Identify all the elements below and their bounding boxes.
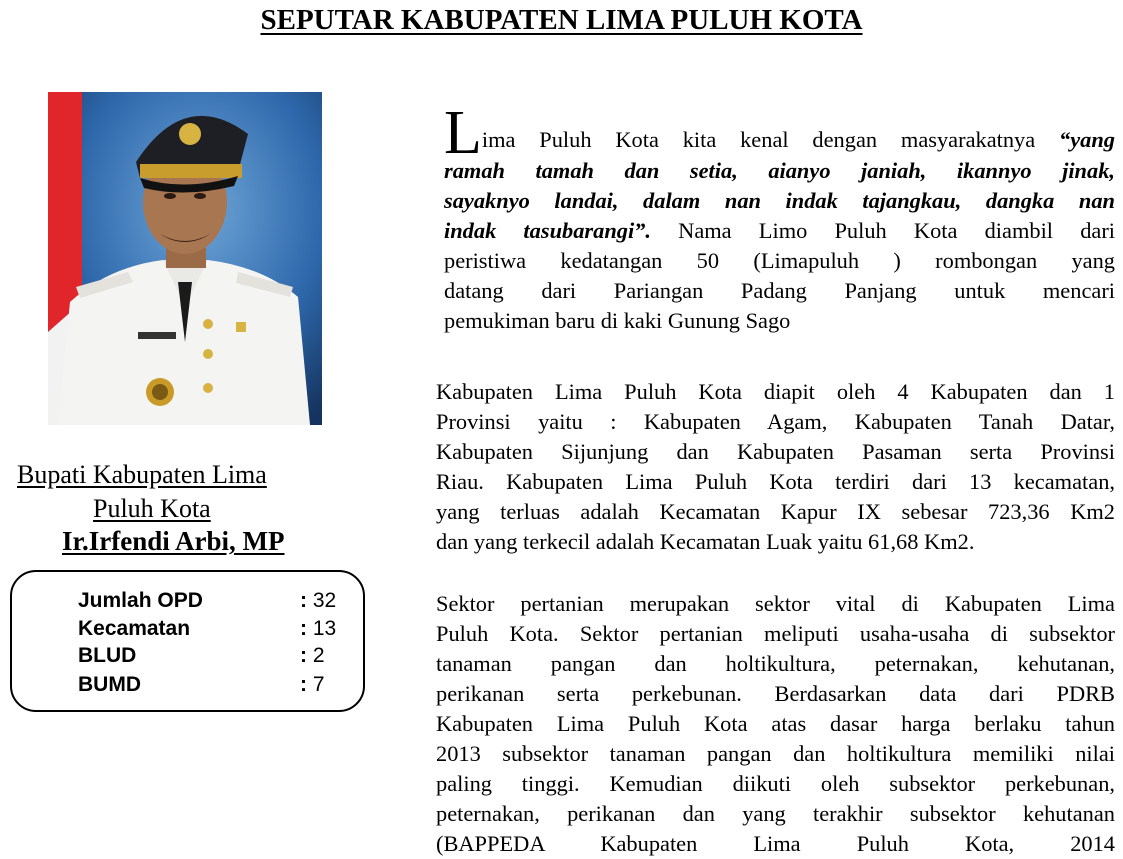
stat-row-bumd [78, 673, 358, 701]
stat-value: : 2 [300, 644, 325, 667]
para-line: Kabupaten Lima Puluh Kota diapit oleh 4 Kabupaten dan 1 [436, 379, 1115, 404]
stat-value: : 13 [300, 617, 337, 640]
para-line: tanaman pangan dan holtikultura, peternakan, kehutanan, [436, 651, 1115, 676]
para-text: ima Puluh Kota kita kenal dengan masyarakatnya [481, 127, 1060, 152]
quote-text: indak tasubarangi”. [444, 218, 651, 243]
para-line [444, 216, 1115, 246]
para-line: Riau. Kabupaten Lima Puluh Kota terdiri dari 13 kecamatan, [436, 469, 1115, 494]
stats-box [10, 570, 365, 712]
para-line: yang terluas adalah Kecamatan Kapur IX sebesar 723,36 Km2 [436, 499, 1115, 524]
para-line: Provinsi yaitu : Kabupaten Agam, Kabupaten Tanah Datar, [436, 409, 1115, 434]
caption-title-line1: Bupati Kabupaten Lima [17, 460, 267, 489]
stat-label: Jumlah OPD [78, 589, 203, 612]
drop-cap: L [444, 99, 482, 167]
para-line: Kabupaten Sijunjung dan Kabupaten Pasaman serta Provinsi [436, 439, 1115, 464]
para-text: Nama Limo Puluh Kota diambil dari [650, 218, 1115, 243]
stat-row-opd [78, 589, 358, 617]
stat-label: BUMD [78, 673, 141, 696]
stat-value: : 7 [300, 673, 325, 696]
para-line: datang dari Pariangan Padang Panjang untuk mencari [444, 278, 1115, 303]
regent-name: Ir.Irfendi Arbi, MP [62, 526, 285, 556]
regent-portrait [48, 92, 322, 425]
para-line: dan yang terkecil adalah Kecamatan Luak yaitu 61,68 Km2. [436, 529, 975, 554]
caption-title-line2: Puluh Kota [93, 494, 211, 523]
stat-value: : 32 [300, 589, 337, 612]
quote-line: sayaknyo landai, dalam nan indak tajangkau, dangka nan [444, 188, 1115, 213]
para-line: 2013 subsektor tanaman pangan dan holtikultura memiliki nilai [436, 741, 1115, 766]
para-line: Sektor pertanian merupakan sektor vital di Kabupaten Lima [436, 591, 1115, 616]
stat-row-kecamatan [78, 617, 358, 645]
para-line: peternakan, perikanan dan yang terakhir subsektor kehutanan [436, 801, 1115, 826]
para-line: pemukiman baru di kaki Gunung Sago [444, 308, 791, 333]
para-line: (BAPPEDA Kabupaten Lima Puluh Kota, 2014 [436, 831, 1115, 856]
stat-label: Kecamatan [78, 617, 191, 640]
quote-line: ramah tamah dan setia, aianyo janiah, ikannyo jinak, [444, 158, 1115, 183]
para-line [444, 99, 1115, 167]
para-line: peristiwa kedatangan 50 (Limapuluh ) rombongan yang [444, 248, 1115, 273]
geography-paragraph [436, 377, 1115, 557]
stat-label: BLUD [78, 644, 137, 667]
para-line: Kabupaten Lima Puluh Kota atas dasar harga berlaku tahun [436, 711, 1115, 736]
intro-paragraph [444, 99, 1115, 336]
para-line: perikanan serta perkebunan. Berdasarkan data dari PDRB [436, 681, 1115, 706]
para-line: paling tinggi. Kemudian diikuti oleh subsektor perkebunan, [436, 771, 1115, 796]
stat-row-blud [78, 644, 358, 672]
agriculture-paragraph [436, 589, 1115, 859]
page-title: SEPUTAR KABUPATEN LIMA PULUH KOTA [260, 4, 863, 36]
quote-text: “yang [1059, 127, 1115, 152]
para-line: Puluh Kota. Sektor pertanian meliputi usaha-usaha di subsektor [436, 621, 1115, 646]
